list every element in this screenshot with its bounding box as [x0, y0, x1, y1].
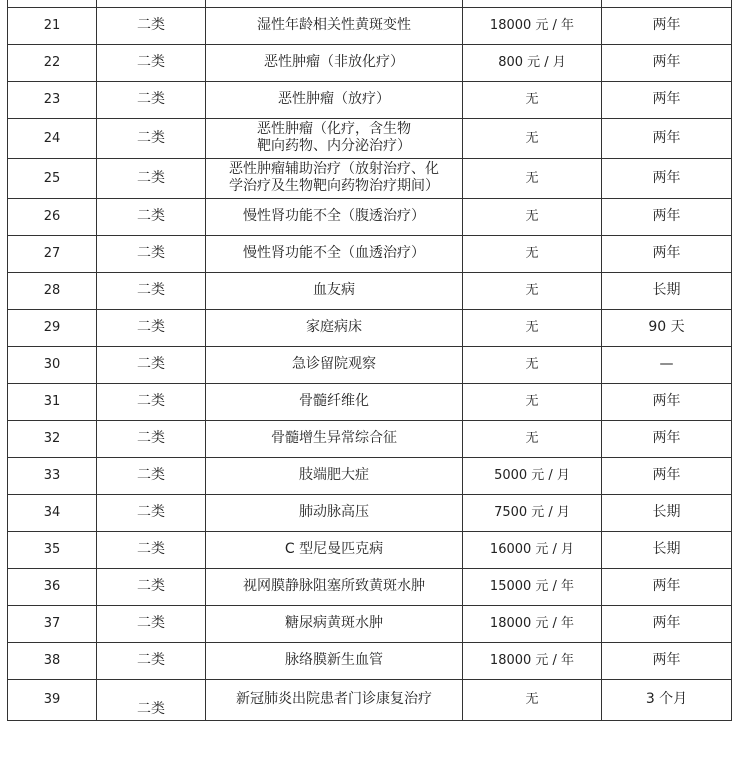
disease-table-container — [7, 0, 731, 721]
validity-term-cell: 长期 — [602, 272, 732, 309]
category-cell: 二类 — [97, 44, 206, 81]
validity-term-cell: 长期 — [602, 531, 732, 568]
validity-term-cell: 3 个月 — [602, 679, 732, 720]
stub-cell — [97, 0, 206, 7]
validity-term-cell: 两年 — [602, 44, 732, 81]
category-cell: 二类 — [97, 420, 206, 457]
row-number-cell: 39 — [8, 679, 97, 720]
disease-name-cell: 恶性肿瘤辅助治疗（放射治疗、化 学治疗及生物靶向药物治疗期间） — [206, 158, 463, 198]
validity-term-cell: 两年 — [602, 605, 732, 642]
stub-cell — [8, 0, 97, 7]
validity-term-cell: 两年 — [602, 420, 732, 457]
validity-term-cell: 两年 — [602, 457, 732, 494]
category-cell: 二类 — [97, 235, 206, 272]
row-number-cell: 31 — [8, 383, 97, 420]
disease-name-cell: 恶性肿瘤（非放化疗） — [206, 44, 463, 81]
payment-limit-cell: 18000 元 / 年 — [463, 642, 602, 679]
table-row — [8, 642, 732, 679]
disease-name-cell: 家庭病床 — [206, 309, 463, 346]
disease-name-cell: 恶性肿瘤（化疗，含生物 靶向药物、内分泌治疗） — [206, 118, 463, 158]
payment-limit-cell: 7500 元 / 月 — [463, 494, 602, 531]
payment-limit-cell: 15000 元 / 年 — [463, 568, 602, 605]
payment-limit-cell: 18000 元 / 年 — [463, 7, 602, 44]
row-number-cell: 23 — [8, 81, 97, 118]
validity-term-cell: 两年 — [602, 158, 732, 198]
table-row — [8, 198, 732, 235]
row-number-cell: 27 — [8, 235, 97, 272]
validity-term-cell: 两年 — [602, 383, 732, 420]
row-number-cell: 35 — [8, 531, 97, 568]
disease-name-cell: 新冠肺炎出院患者门诊康复治疗 — [206, 679, 463, 720]
category-cell: 二类 — [97, 494, 206, 531]
table-row — [8, 44, 732, 81]
disease-name-cell: 湿性年龄相关性黄斑变性 — [206, 7, 463, 44]
validity-term-cell: 两年 — [602, 81, 732, 118]
category-cell: 二类 — [97, 309, 206, 346]
table-row — [8, 679, 732, 720]
disease-name-cell: 血友病 — [206, 272, 463, 309]
disease-name-cell: 肢端肥大症 — [206, 457, 463, 494]
row-number-cell: 28 — [8, 272, 97, 309]
row-number-cell: 34 — [8, 494, 97, 531]
table-row — [8, 494, 732, 531]
row-number-cell: 36 — [8, 568, 97, 605]
disease-name-cell: 视网膜静脉阻塞所致黄斑水肿 — [206, 568, 463, 605]
payment-limit-cell: 无 — [463, 346, 602, 383]
payment-limit-cell: 无 — [463, 383, 602, 420]
disease-table-body — [8, 0, 732, 720]
row-number-cell: 37 — [8, 605, 97, 642]
table-top-stub — [8, 0, 732, 7]
table-row — [8, 235, 732, 272]
row-number-cell: 33 — [8, 457, 97, 494]
category-cell: 二类 — [97, 679, 206, 720]
disease-name-cell: 骨髓纤维化 — [206, 383, 463, 420]
payment-limit-cell: 无 — [463, 309, 602, 346]
validity-term-cell: 两年 — [602, 568, 732, 605]
table-row — [8, 531, 732, 568]
validity-term-cell: 90 天 — [602, 309, 732, 346]
category-cell: 二类 — [97, 158, 206, 198]
stub-cell — [206, 0, 463, 7]
category-cell: 二类 — [97, 118, 206, 158]
category-cell: 二类 — [97, 605, 206, 642]
table-row — [8, 158, 732, 198]
payment-limit-cell: 800 元 / 月 — [463, 44, 602, 81]
row-number-cell: 24 — [8, 118, 97, 158]
table-row — [8, 383, 732, 420]
disease-name-cell: 慢性肾功能不全（血透治疗） — [206, 235, 463, 272]
disease-name-cell: 脉络膜新生血管 — [206, 642, 463, 679]
payment-limit-cell: 无 — [463, 158, 602, 198]
table-row — [8, 346, 732, 383]
row-number-cell: 30 — [8, 346, 97, 383]
category-cell: 二类 — [97, 346, 206, 383]
table-row — [8, 309, 732, 346]
row-number-cell: 29 — [8, 309, 97, 346]
category-cell: 二类 — [97, 642, 206, 679]
disease-name-cell: 骨髓增生异常综合征 — [206, 420, 463, 457]
payment-limit-cell: 16000 元 / 月 — [463, 531, 602, 568]
stub-cell — [463, 0, 602, 7]
table-row — [8, 568, 732, 605]
validity-term-cell: 两年 — [602, 642, 732, 679]
category-cell: 二类 — [97, 7, 206, 44]
category-cell: 二类 — [97, 568, 206, 605]
disease-name-cell: 肺动脉高压 — [206, 494, 463, 531]
payment-limit-cell: 无 — [463, 81, 602, 118]
category-cell: 二类 — [97, 383, 206, 420]
row-number-cell: 32 — [8, 420, 97, 457]
table-row — [8, 272, 732, 309]
table-row — [8, 118, 732, 158]
disease-table — [7, 0, 732, 721]
stub-cell — [602, 0, 732, 7]
disease-name-cell: 恶性肿瘤（放疗） — [206, 81, 463, 118]
row-number-cell: 26 — [8, 198, 97, 235]
payment-limit-cell: 18000 元 / 年 — [463, 605, 602, 642]
payment-limit-cell: 5000 元 / 月 — [463, 457, 602, 494]
payment-limit-cell: 无 — [463, 118, 602, 158]
category-cell: 二类 — [97, 272, 206, 309]
category-cell: 二类 — [97, 531, 206, 568]
category-cell: 二类 — [97, 457, 206, 494]
disease-name-cell: 急诊留院观察 — [206, 346, 463, 383]
validity-term-cell: 两年 — [602, 198, 732, 235]
row-number-cell: 25 — [8, 158, 97, 198]
validity-term-cell: 长期 — [602, 494, 732, 531]
validity-term-cell: 两年 — [602, 118, 732, 158]
category-cell: 二类 — [97, 198, 206, 235]
payment-limit-cell: 无 — [463, 679, 602, 720]
payment-limit-cell: 无 — [463, 235, 602, 272]
validity-term-cell: 两年 — [602, 235, 732, 272]
table-row — [8, 420, 732, 457]
table-row — [8, 605, 732, 642]
disease-name-cell: 慢性肾功能不全（腹透治疗） — [206, 198, 463, 235]
table-row — [8, 457, 732, 494]
table-row — [8, 81, 732, 118]
payment-limit-cell: 无 — [463, 272, 602, 309]
validity-term-cell: 两年 — [602, 7, 732, 44]
payment-limit-cell: 无 — [463, 420, 602, 457]
validity-term-cell: — — [602, 346, 732, 383]
row-number-cell: 21 — [8, 7, 97, 44]
disease-name-cell: C 型尼曼匹克病 — [206, 531, 463, 568]
row-number-cell: 38 — [8, 642, 97, 679]
category-cell: 二类 — [97, 81, 206, 118]
table-row — [8, 7, 732, 44]
payment-limit-cell: 无 — [463, 198, 602, 235]
row-number-cell: 22 — [8, 44, 97, 81]
disease-name-cell: 糖尿病黄斑水肿 — [206, 605, 463, 642]
